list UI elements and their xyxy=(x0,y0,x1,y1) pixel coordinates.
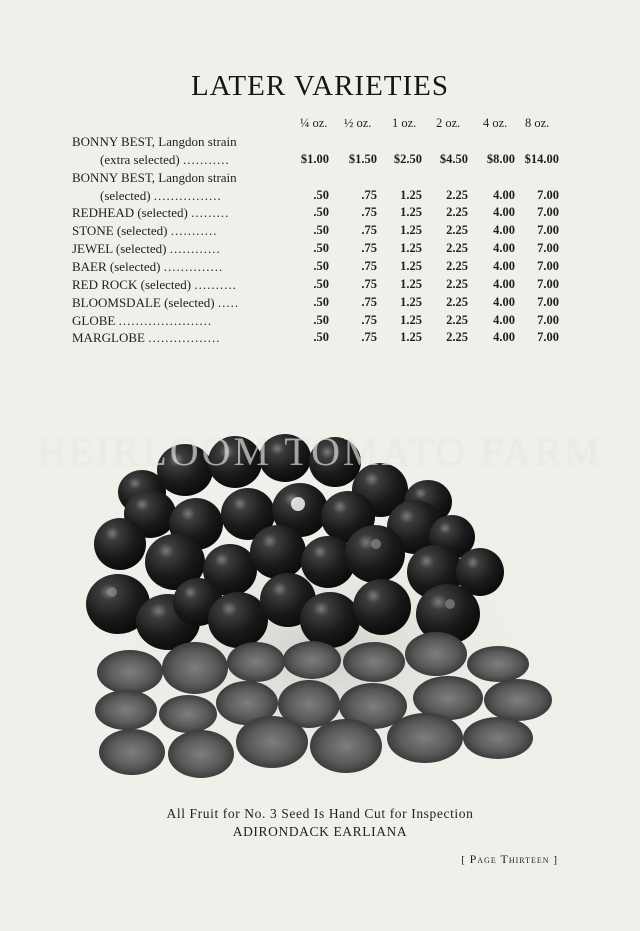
page-number-label: Page Thirteen xyxy=(469,852,550,866)
dot-leader: ..... xyxy=(217,294,240,310)
variety-name xyxy=(72,330,220,346)
price-cell: 2.25 xyxy=(446,205,468,220)
price-cell: .50 xyxy=(313,258,329,273)
dot-leader: ............ xyxy=(169,241,221,257)
column-header: 8 oz. xyxy=(525,116,550,130)
price-cell: .75 xyxy=(361,276,377,291)
price-cell: 7.00 xyxy=(537,312,559,327)
price-cell: 4.00 xyxy=(493,330,515,345)
variety-label: MARGLOBE xyxy=(72,330,145,346)
price-row xyxy=(72,188,572,206)
caption-line: All Fruit for No. 3 Seed Is Hand Cut for Inspection xyxy=(166,806,474,821)
variety-name xyxy=(72,205,229,221)
price-cell: .50 xyxy=(313,241,329,256)
price-cell: 1.25 xyxy=(400,187,422,202)
variety-label: BONNY BEST, Langdon strain xyxy=(72,169,237,185)
price-cell: .75 xyxy=(361,258,377,273)
variety-label: GLOBE xyxy=(72,312,116,328)
price-cell: .75 xyxy=(361,241,377,256)
price-cell: .50 xyxy=(313,205,329,220)
price-row xyxy=(72,134,572,152)
column-header: 2 oz. xyxy=(436,116,461,130)
price-cell: .75 xyxy=(361,187,377,202)
column-header: 4 oz. xyxy=(483,116,508,130)
price-cell: 1.25 xyxy=(400,258,422,273)
variety-label: RED ROCK (selected) xyxy=(72,276,192,292)
price-cell: .50 xyxy=(313,294,329,309)
price-cell: $4.50 xyxy=(439,151,468,166)
price-cell: .50 xyxy=(313,223,329,238)
column-header: ½ oz. xyxy=(344,116,372,130)
dot-leader: .............. xyxy=(163,258,224,274)
price-cell: 2.25 xyxy=(446,330,468,345)
price-cell: .75 xyxy=(361,294,377,309)
watermark: HEIRLOOM TOMATO FARM xyxy=(37,429,603,474)
price-cell: 4.00 xyxy=(493,241,515,256)
price-cell: .50 xyxy=(313,312,329,327)
price-cell: 1.25 xyxy=(400,312,422,327)
variety-name xyxy=(72,170,237,186)
price-row xyxy=(72,259,572,277)
price-cell: 7.00 xyxy=(537,205,559,220)
price-cell: 2.25 xyxy=(446,223,468,238)
price-cell: .75 xyxy=(361,312,377,327)
price-row xyxy=(72,152,572,170)
dot-leader: ........... xyxy=(170,223,218,239)
variety-label: STONE (selected) xyxy=(72,223,168,239)
price-cell: 7.00 xyxy=(537,258,559,273)
price-cell: 2.25 xyxy=(446,187,468,202)
price-cell: 7.00 xyxy=(537,294,559,309)
price-cell: 4.00 xyxy=(493,294,515,309)
variety-label: REDHEAD (selected) xyxy=(72,205,188,221)
price-row xyxy=(72,241,572,259)
variety-label: BAER (selected) xyxy=(72,258,161,274)
variety-name xyxy=(72,277,237,293)
dot-leader: ......... xyxy=(191,205,230,221)
variety-name xyxy=(72,241,221,257)
price-cell: 1.25 xyxy=(400,223,422,238)
price-cell: 4.00 xyxy=(493,187,515,202)
dot-leader: ........... xyxy=(183,151,230,167)
price-cell: 1.25 xyxy=(400,294,422,309)
price-cell: 4.00 xyxy=(493,205,515,220)
variety-label: (extra selected) xyxy=(100,151,180,167)
dot-leader: ................. xyxy=(148,330,221,346)
price-cell: .50 xyxy=(313,276,329,291)
price-cell: $2.50 xyxy=(393,151,422,166)
tomato-photo xyxy=(80,432,570,792)
price-cell: 2.25 xyxy=(446,258,468,273)
price-cell: $8.00 xyxy=(486,151,515,166)
price-cell: 1.25 xyxy=(400,330,422,345)
variety-label: BLOOMSDALE (selected) xyxy=(72,294,215,310)
variety-name xyxy=(72,223,217,239)
price-cell: 7.00 xyxy=(537,223,559,238)
price-cell: 7.00 xyxy=(537,330,559,345)
dot-leader: .......... xyxy=(194,276,237,292)
price-cell: .50 xyxy=(313,187,329,202)
price-cell: 2.25 xyxy=(446,294,468,309)
price-cell: .50 xyxy=(313,330,329,345)
variety-name xyxy=(100,188,222,204)
variety-name xyxy=(72,259,223,275)
price-cell: .75 xyxy=(361,205,377,220)
price-cell: 4.00 xyxy=(493,223,515,238)
price-cell: $14.00 xyxy=(524,151,559,166)
price-cell: 7.00 xyxy=(537,187,559,202)
variety-name xyxy=(72,295,239,311)
price-cell: .75 xyxy=(361,223,377,238)
price-row xyxy=(72,313,572,331)
price-row xyxy=(72,205,572,223)
price-cell: 7.00 xyxy=(537,276,559,291)
variety-name xyxy=(72,313,212,329)
dot-leader: ...................... xyxy=(118,312,213,328)
caption-variety: ADIRONDACK EARLIANA xyxy=(232,824,408,839)
variety-name xyxy=(100,152,230,168)
page-title: LATER VARIETIES xyxy=(190,70,450,102)
price-cell: 4.00 xyxy=(493,276,515,291)
dot-leader: ................ xyxy=(153,187,222,203)
variety-label: (selected) xyxy=(100,187,151,203)
price-row xyxy=(72,170,572,188)
price-cell: $1.00 xyxy=(300,151,329,166)
price-cell: 1.25 xyxy=(400,205,422,220)
column-header: ¼ oz. xyxy=(300,116,328,130)
price-cell: 1.25 xyxy=(400,276,422,291)
column-header: 1 oz. xyxy=(392,116,417,130)
page-number xyxy=(461,852,558,867)
price-row xyxy=(72,295,572,313)
price-row xyxy=(72,330,572,348)
price-row xyxy=(72,223,572,241)
price-cell: 2.25 xyxy=(446,241,468,256)
price-cell: $1.50 xyxy=(348,151,377,166)
page-number-bracket: [ xyxy=(461,854,466,866)
price-cell: 2.25 xyxy=(446,312,468,327)
price-cell: 2.25 xyxy=(446,276,468,291)
price-cell: 1.25 xyxy=(400,241,422,256)
variety-label: BONNY BEST, Langdon strain xyxy=(72,134,237,149)
price-row xyxy=(72,277,572,295)
price-cell: 4.00 xyxy=(493,258,515,273)
price-cell: .75 xyxy=(361,330,377,345)
price-cell: 4.00 xyxy=(493,312,515,327)
price-cell: 7.00 xyxy=(537,241,559,256)
page-number-bracket: ] xyxy=(553,854,558,866)
variety-label: JEWEL (selected) xyxy=(72,241,167,257)
variety-name xyxy=(72,134,237,150)
